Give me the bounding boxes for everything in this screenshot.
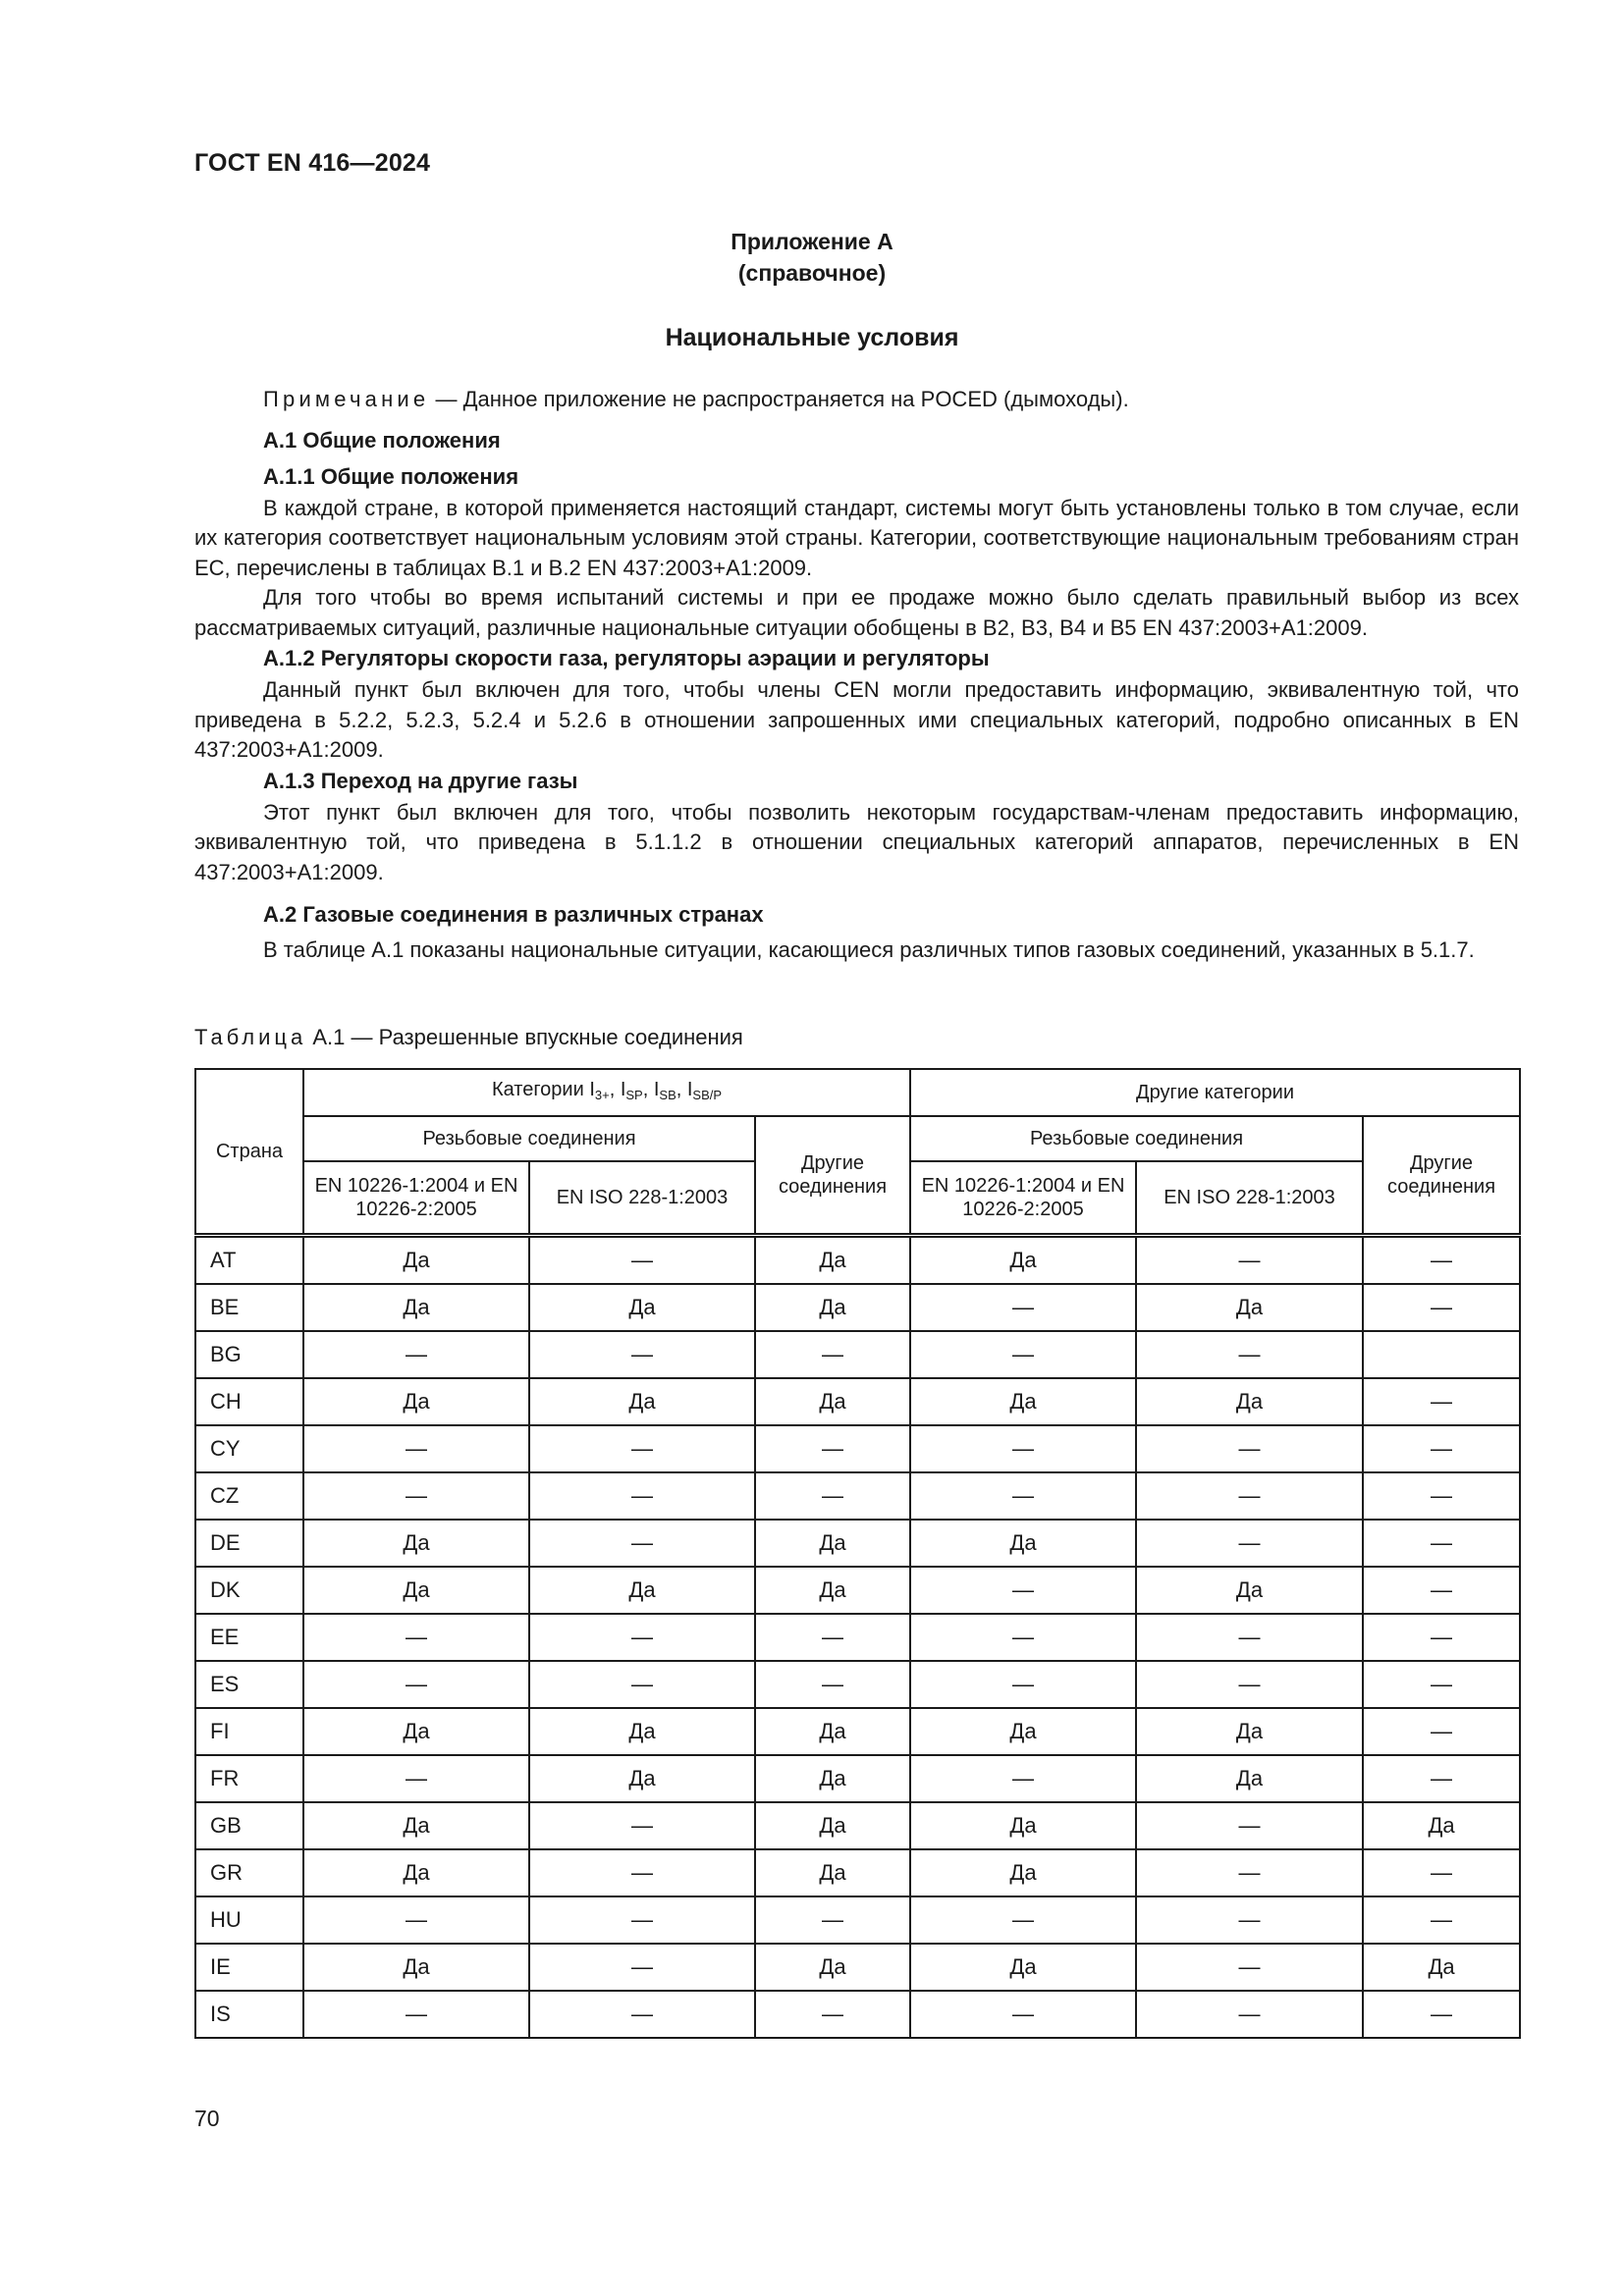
table-row bbox=[195, 1944, 1520, 1991]
table-row bbox=[195, 1896, 1520, 1944]
table-cell: — bbox=[755, 1472, 910, 1520]
table-cell bbox=[1363, 1331, 1520, 1378]
table-cell: — bbox=[1363, 1378, 1520, 1425]
table-cell: — bbox=[529, 1849, 755, 1896]
table-cell: Да bbox=[910, 1520, 1136, 1567]
table-cell: — bbox=[1363, 1284, 1520, 1331]
table-cell: Да bbox=[529, 1567, 755, 1614]
country-cell: IS bbox=[195, 1991, 303, 2038]
table-cell: — bbox=[529, 1614, 755, 1661]
country-cell: HU bbox=[195, 1896, 303, 1944]
table-cell: — bbox=[529, 1896, 755, 1944]
table-cell: — bbox=[529, 1802, 755, 1849]
table-cell: — bbox=[910, 1425, 1136, 1472]
table-row bbox=[195, 1378, 1520, 1425]
table-cell: — bbox=[303, 1331, 529, 1378]
table-row bbox=[195, 1849, 1520, 1896]
table-cell: Да bbox=[529, 1708, 755, 1755]
header-group-categories-prefix: Категории I bbox=[491, 1079, 595, 1100]
section-a11-paragraph-1: В каждой стране, в которой применяется настоящий стандарт, системы могут быть установлены только в том случае, если их категория соответствует национальным условиям этой страны. Категории, соответствующие национальным требованиям стран ЕС, перечислены в таблицах В.1 и В.2 EN 437:2003+A1:2009. bbox=[194, 495, 1519, 580]
note-label: Примечание bbox=[263, 387, 430, 411]
table-body bbox=[195, 1236, 1520, 2039]
subscript-sp: SP bbox=[625, 1088, 643, 1102]
table-cell: Да bbox=[755, 1755, 910, 1802]
table-cell: — bbox=[303, 1896, 529, 1944]
table-cell: — bbox=[1363, 1991, 1520, 2038]
table-row bbox=[195, 1284, 1520, 1331]
table-cell: — bbox=[1136, 1331, 1363, 1378]
connections-table bbox=[194, 1068, 1521, 2039]
table-cell: Да bbox=[910, 1708, 1136, 1755]
table-cell: — bbox=[1363, 1755, 1520, 1802]
country-cell: CH bbox=[195, 1378, 303, 1425]
table-row bbox=[195, 1567, 1520, 1614]
table-cell: — bbox=[1363, 1708, 1520, 1755]
section-a12-paragraph: Данный пункт был включен для того, чтобы члены CEN могли предоставить информацию, эквивалентную той, что приведена в 5.2.2, 5.2.3, 5.2.4 и 5.2.6 в отношении запрошенных ими специальных категорий, подробно описанных в EN 437:2003+A1:2009. bbox=[194, 677, 1519, 762]
table-cell: Да bbox=[755, 1378, 910, 1425]
table-cell: Да bbox=[1136, 1378, 1363, 1425]
header-std-en10226-1: EN 10226-1:2004 и EN 10226-2:2005 bbox=[303, 1161, 529, 1236]
table-cell: Да bbox=[529, 1284, 755, 1331]
table-cell: — bbox=[529, 1944, 755, 1991]
table-cell: — bbox=[1136, 1425, 1363, 1472]
table-row bbox=[195, 1802, 1520, 1849]
subscript-sb: SB bbox=[659, 1088, 677, 1102]
table-cell: — bbox=[1136, 1896, 1363, 1944]
annex-title: Приложение А bbox=[731, 229, 893, 254]
table-cell: Да bbox=[755, 1802, 910, 1849]
country-cell: DK bbox=[195, 1567, 303, 1614]
note-paragraph bbox=[194, 385, 1519, 415]
table-cell: — bbox=[755, 1331, 910, 1378]
table-cell: — bbox=[910, 1755, 1136, 1802]
table-cell: — bbox=[910, 1331, 1136, 1378]
table-cell: Да bbox=[1136, 1708, 1363, 1755]
table-cell: Да bbox=[910, 1849, 1136, 1896]
table-cell: — bbox=[1363, 1520, 1520, 1567]
table-row bbox=[195, 1236, 1520, 1285]
section-a12-heading: А.1.2 Регуляторы скорости газа, регуляторы аэрации и регуляторы bbox=[263, 646, 990, 670]
country-cell: IE bbox=[195, 1944, 303, 1991]
table-row bbox=[195, 1991, 1520, 2038]
section-a11-heading: А.1.1 Общие положения bbox=[263, 463, 519, 489]
table-cell: — bbox=[1363, 1425, 1520, 1472]
table-row bbox=[195, 1472, 1520, 1520]
table-cell: — bbox=[1363, 1567, 1520, 1614]
table-cell: Да bbox=[910, 1378, 1136, 1425]
table-cell: Да bbox=[303, 1802, 529, 1849]
table-cell: Да bbox=[303, 1567, 529, 1614]
country-cell: BG bbox=[195, 1331, 303, 1378]
country-cell: FR bbox=[195, 1755, 303, 1802]
header-sep: , I bbox=[642, 1079, 660, 1100]
header-other-connections-2: Другие соединения bbox=[1363, 1116, 1520, 1236]
table-cell: — bbox=[303, 1755, 529, 1802]
table-cell: — bbox=[303, 1614, 529, 1661]
table-cell: Да bbox=[303, 1520, 529, 1567]
table-cell: — bbox=[755, 1661, 910, 1708]
header-group-categories bbox=[303, 1069, 910, 1116]
table-cell: Да bbox=[755, 1944, 910, 1991]
country-cell: ES bbox=[195, 1661, 303, 1708]
section-a13-paragraph: Этот пункт был включен для того, чтобы позволить некоторым государствам-членам предоставить информацию, эквивалентную той, что приведена в 5.1.1.2 в отношении специальных категорий аппаратов, перечисленных в EN 437:2003+A1:2009. bbox=[194, 799, 1519, 884]
table-cell: Да bbox=[1363, 1802, 1520, 1849]
table-cell: — bbox=[303, 1661, 529, 1708]
section-a13-heading: А.1.3 Переход на другие газы bbox=[263, 768, 578, 793]
table-cell: Да bbox=[303, 1849, 529, 1896]
country-cell: GB bbox=[195, 1802, 303, 1849]
table-cell: — bbox=[910, 1567, 1136, 1614]
annex-name: Национальные условия bbox=[665, 324, 959, 351]
header-threaded-2: Резьбовые соединения bbox=[910, 1116, 1363, 1161]
table-cell: — bbox=[529, 1520, 755, 1567]
header-std-iso228-1: EN ISO 228-1:2003 bbox=[529, 1161, 755, 1236]
table-cell: — bbox=[1136, 1236, 1363, 1285]
table-cell: Да bbox=[529, 1755, 755, 1802]
table-cell: — bbox=[529, 1661, 755, 1708]
table-cell: Да bbox=[529, 1378, 755, 1425]
subscript-3plus: 3+ bbox=[594, 1088, 610, 1102]
table-cell: — bbox=[1363, 1472, 1520, 1520]
country-cell: BE bbox=[195, 1284, 303, 1331]
table-cell: — bbox=[1136, 1661, 1363, 1708]
table-cell: Да bbox=[303, 1944, 529, 1991]
section-a1-heading: А.1 Общие положения bbox=[263, 427, 501, 453]
table-cell: Да bbox=[910, 1236, 1136, 1285]
table-cell: — bbox=[1136, 1520, 1363, 1567]
table-cell: — bbox=[303, 1991, 529, 2038]
table-cell: Да bbox=[755, 1849, 910, 1896]
table-caption bbox=[194, 1025, 743, 1050]
section-a2-paragraph: В таблице А.1 показаны национальные ситуации, касающиеся различных типов газовых соединений, указанных в 5.1.7. bbox=[263, 937, 1475, 962]
table-cell: — bbox=[910, 1472, 1136, 1520]
table-row bbox=[195, 1425, 1520, 1472]
table-cell: — bbox=[910, 1661, 1136, 1708]
table-cell: — bbox=[303, 1425, 529, 1472]
table-cell: — bbox=[755, 1896, 910, 1944]
table-cell: — bbox=[910, 1991, 1136, 2038]
table-cell: — bbox=[910, 1896, 1136, 1944]
table-cell: Да bbox=[1136, 1284, 1363, 1331]
table-cell: — bbox=[755, 1991, 910, 2038]
table-row bbox=[195, 1661, 1520, 1708]
header-std-iso228-2: EN ISO 228-1:2003 bbox=[1136, 1161, 1363, 1236]
header-sep: , I bbox=[609, 1079, 626, 1100]
document-id-header: ГОСТ EN 416—2024 bbox=[194, 149, 431, 177]
section-a11-paragraph-2: Для того чтобы во время испытаний системы и при ее продаже можно было сделать правильный выбор из всех рассматриваемых ситуаций, различные национальные ситуации обобщены в B2, В3, В4 и В5 EN 437:2003+A1:2009. bbox=[194, 585, 1519, 640]
country-cell: EE bbox=[195, 1614, 303, 1661]
table-cell: — bbox=[1363, 1849, 1520, 1896]
annex-type: (справочное) bbox=[737, 260, 887, 286]
country-cell: DE bbox=[195, 1520, 303, 1567]
table-cell: Да bbox=[910, 1944, 1136, 1991]
table-row bbox=[195, 1755, 1520, 1802]
header-sep: , I bbox=[676, 1079, 693, 1100]
table-row bbox=[195, 1331, 1520, 1378]
table-cell: Да bbox=[755, 1708, 910, 1755]
table-cell: — bbox=[910, 1614, 1136, 1661]
subscript-sbp: SB/P bbox=[692, 1088, 723, 1102]
country-cell: AT bbox=[195, 1236, 303, 1285]
table-cell: — bbox=[910, 1284, 1136, 1331]
country-cell: GR bbox=[195, 1849, 303, 1896]
table-caption-label: Таблица bbox=[194, 1025, 307, 1049]
table-row bbox=[195, 1520, 1520, 1567]
table-cell: Да bbox=[303, 1378, 529, 1425]
table-cell: Да bbox=[1136, 1755, 1363, 1802]
table-cell: Да bbox=[755, 1567, 910, 1614]
table-cell: — bbox=[1136, 1991, 1363, 2038]
table-cell: — bbox=[1136, 1802, 1363, 1849]
table-cell: — bbox=[1363, 1661, 1520, 1708]
table-cell: Да bbox=[755, 1520, 910, 1567]
table-row bbox=[195, 1708, 1520, 1755]
section-a2-heading: А.2 Газовые соединения в различных странах bbox=[263, 902, 764, 927]
note-text: — Данное приложение не распространяется на POCED (дымоходы). bbox=[429, 387, 1129, 411]
annex-body bbox=[194, 385, 1519, 966]
table-cell: — bbox=[755, 1614, 910, 1661]
table-cell: — bbox=[529, 1331, 755, 1378]
table-cell: Да bbox=[1363, 1944, 1520, 1991]
page-number: 70 bbox=[194, 2106, 220, 2131]
country-cell: FI bbox=[195, 1708, 303, 1755]
header-std-en10226-2: EN 10226-1:2004 и EN 10226-2:2005 bbox=[910, 1161, 1136, 1236]
header-threaded-1: Резьбовые соединения bbox=[303, 1116, 755, 1161]
header-group-other-categories: Другие категории bbox=[910, 1069, 1520, 1116]
table-cell: — bbox=[1363, 1614, 1520, 1661]
header-country: Страна bbox=[195, 1069, 303, 1236]
table-cell: — bbox=[755, 1425, 910, 1472]
table-cell: Да bbox=[303, 1708, 529, 1755]
table-cell: — bbox=[1136, 1614, 1363, 1661]
table-cell: Да bbox=[755, 1236, 910, 1285]
table-cell: — bbox=[1363, 1236, 1520, 1285]
table-cell: Да bbox=[303, 1236, 529, 1285]
table-cell: Да bbox=[910, 1802, 1136, 1849]
table-cell: Да bbox=[1136, 1567, 1363, 1614]
country-cell: CZ bbox=[195, 1472, 303, 1520]
table-cell: — bbox=[1136, 1849, 1363, 1896]
header-other-connections-1: Другие соединения bbox=[755, 1116, 910, 1236]
table-cell: — bbox=[529, 1236, 755, 1285]
table-caption-text: А.1 — Разрешенные впускные соединения bbox=[306, 1025, 743, 1049]
table-cell: — bbox=[303, 1472, 529, 1520]
table-cell: — bbox=[1136, 1944, 1363, 1991]
table-cell: — bbox=[529, 1991, 755, 2038]
country-cell: CY bbox=[195, 1425, 303, 1472]
table-cell: Да bbox=[303, 1284, 529, 1331]
table-row bbox=[195, 1614, 1520, 1661]
table-cell: Да bbox=[755, 1284, 910, 1331]
table-cell: — bbox=[529, 1472, 755, 1520]
table-cell: — bbox=[1136, 1472, 1363, 1520]
table-cell: — bbox=[529, 1425, 755, 1472]
table-cell: — bbox=[1363, 1896, 1520, 1944]
